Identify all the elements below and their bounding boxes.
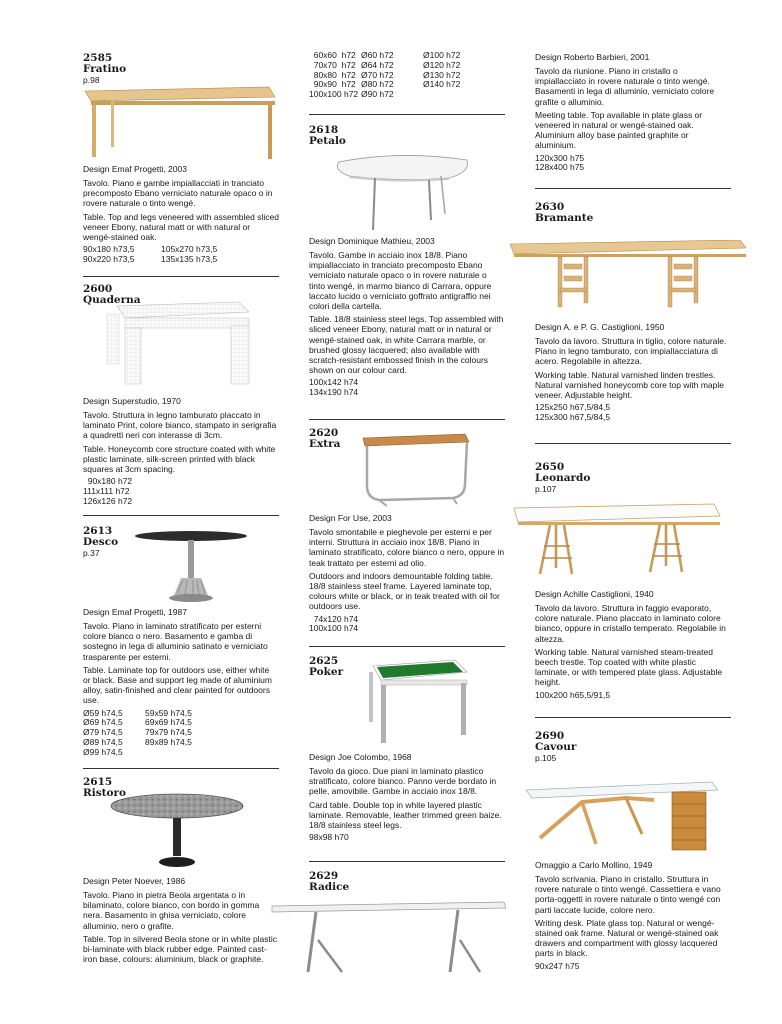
divider xyxy=(83,515,279,516)
divider xyxy=(535,188,731,189)
dimension: 74x120 h74 xyxy=(309,613,359,624)
product-code: 2650 xyxy=(535,461,565,473)
divider xyxy=(83,276,279,277)
dimension: 105x270 h73,5 xyxy=(161,244,218,255)
page-reference: p.107 xyxy=(535,484,557,494)
dimension: 120x300 h75 xyxy=(535,152,585,163)
product-2629-text xyxy=(535,52,731,173)
dimension: Ø80 h72 xyxy=(361,79,394,90)
dimension: 90x180 h73,5 xyxy=(83,244,135,255)
designer-credit: Design Emaf Progetti, 2003 xyxy=(83,164,187,174)
product-2690-text xyxy=(535,860,731,971)
product-code: 2600 xyxy=(83,283,113,295)
dimension: 100x100 h74 xyxy=(309,623,359,634)
description-english: Table. Honeycomb core structure coated with white plastic laminate, silk-screen printed with black squares at 3cm spacing. xyxy=(83,443,276,475)
fratino-table-image xyxy=(83,85,279,163)
product-name: Bramante xyxy=(535,212,594,224)
dimensions-list xyxy=(83,709,279,758)
dimension: Ø90 h72 xyxy=(361,89,394,100)
dimension: Ø89 h74,5 xyxy=(83,737,123,748)
dimensions-list xyxy=(309,615,505,635)
product-code: 2690 xyxy=(535,730,565,742)
description-italian: Tavolo. Gambe in acciaio inox 18/8. Piano impiallacciato in tranciato precomposto Ebano verniciato naturale opaco o in rovere naturale o tinto wengé, in marmo bianco di Carrara, oppure laccato lucido o verniciato goffrato antigraffio nei colori della cartella. xyxy=(309,250,492,312)
divider xyxy=(535,443,731,444)
dimension: 135x135 h73,5 xyxy=(161,254,218,265)
dimensions-list xyxy=(309,833,505,843)
dimension: 100x100 h72 xyxy=(309,89,359,100)
dimension: Ø79 h74,5 xyxy=(83,727,123,738)
designer-credit: Design For Use, 2003 xyxy=(309,513,392,523)
dimension: 100x200 h65,5/91,5 xyxy=(535,689,611,700)
dimension: 134x190 h74 xyxy=(309,387,359,398)
description-english: Card table. Double top in white layered plastic laminate. Removable, leather trimmed green baize. 18/8 stainless steel legs. xyxy=(309,799,502,831)
product-name: Fratino xyxy=(83,63,127,75)
dimensions-list xyxy=(535,403,731,423)
divider xyxy=(309,861,505,862)
dimension: 126x126 h72 xyxy=(83,495,133,506)
dimension: 89x89 h74,5 xyxy=(145,737,192,748)
page-reference: p.98 xyxy=(83,75,100,85)
dimension: Ø70 h72 xyxy=(361,69,394,80)
desco-table-image xyxy=(133,528,253,604)
product-2630-text xyxy=(535,322,731,423)
dimension: 125x300 h67,5/84,5 xyxy=(535,412,611,423)
page-reference: p.105 xyxy=(535,753,557,763)
description-english: Table. Laminate top for outdoors use, either white or black. Base and support leg made of aluminium alloy, satin-finished and clear painted for outdoors use. xyxy=(83,664,272,706)
dimension: Ø60 h72 xyxy=(361,50,394,60)
description-english: Working table. Natural varnished steam-treated beech trestle. Top coated with white plastic laminate, or with tempered plate glass. Adjustable height. xyxy=(535,646,723,688)
dimension: 60x60 h72 xyxy=(309,50,356,60)
designer-credit: Design Dominique Mathieu, 2003 xyxy=(309,236,435,246)
dimension: 70x70 h72 xyxy=(309,59,356,70)
dimension: 90x180 h72 xyxy=(83,476,133,487)
product-2585 xyxy=(83,53,279,85)
designer-credit: Design Superstudio, 1970 xyxy=(83,396,181,406)
description-english: Writing desk. Plate glass top. Natural or wengé-stained oak frame. Natural or wengé-stained oak drawers and compartment with glossy lacquered parts in black. xyxy=(535,917,719,959)
radice-table-image xyxy=(268,900,508,976)
dimension: Ø120 h72 xyxy=(423,59,461,70)
description-italian: Tavolo scrivania. Piano in cristallo. Struttura in rovere naturale o tinto wengé. Cassettiera e vano porta-oggetti in rovere naturale o tinto wengé con parti laccate lucide, colore nero. xyxy=(535,874,721,915)
description-english: Working table. Natural varnished linden trestles. Natural varnished honeycomb core top with maple veneer. Adjustable height. xyxy=(535,369,724,401)
description-english: Table. Top in silvered Beola stone or in white plastic bi-laminate with black rubber edge. Painted cast-iron base, colours: aluminium, black or graphite. xyxy=(83,933,278,965)
product-2615-text xyxy=(83,876,279,964)
dimensions-list xyxy=(535,962,731,972)
product-2585-text xyxy=(83,164,279,265)
dimension: 90x247 h75 xyxy=(535,960,580,971)
product-name: Radice xyxy=(309,881,350,893)
dimension: Ø100 h72 xyxy=(423,50,461,60)
ristoro-table-image xyxy=(109,792,249,872)
dimension: 98x98 h70 xyxy=(309,832,349,843)
product-2625-text xyxy=(309,752,505,843)
product-name: Petalo xyxy=(309,135,346,147)
divider xyxy=(309,646,505,647)
poker-table-image xyxy=(363,656,473,748)
dimension: Ø130 h72 xyxy=(423,69,461,80)
dimensions-list xyxy=(535,691,731,701)
dimension: 128x400 h75 xyxy=(535,162,585,173)
dimension: 125x250 h67,5/84,5 xyxy=(535,402,611,413)
product-name: Ristoro xyxy=(83,787,127,799)
description-italian: Tavolo da riunione. Piano in cristallo o impiallacciato in rovere naturale o tinto wengé. Basamenti in lega di alluminio, verniciato colore grafite o alluminio. xyxy=(535,66,715,107)
designer-credit: Design A. e P. G. Castiglioni, 1950 xyxy=(535,322,665,332)
description-italian: Tavolo da lavoro. Struttura in tiglio, colore naturale. Piano in legno tamburato, con impiallacciatura di acero. Regolabile in altezza. xyxy=(535,336,727,367)
product-2690 xyxy=(535,731,731,763)
designer-credit: Design Emaf Progetti, 1987 xyxy=(83,607,187,617)
product-2620-text xyxy=(309,513,505,634)
dimensions-list xyxy=(83,245,279,265)
dimensions-list xyxy=(535,154,731,174)
description-english: Meeting table. Top available in plate glass or veneered in natural or wengé-stained oak. Aluminium alloy base painted graphite or aluminium. xyxy=(535,109,703,151)
dimensions-list xyxy=(83,477,279,506)
product-name: Cavour xyxy=(535,741,577,753)
dimension: 90x220 h73,5 xyxy=(83,254,135,265)
product-2618 xyxy=(309,125,505,147)
divider xyxy=(309,419,505,420)
designer-credit: Design Joe Colombo, 1968 xyxy=(309,752,412,762)
description-italian: Tavolo da gioco. Due piani in laminato plastico stratificato, colore bianco. Panno verde bordato in pelle, amovibile. Gambe in acciaio inox 18/8. xyxy=(309,766,497,797)
product-2650-text xyxy=(535,589,731,700)
dimension: 59x59 h74,5 xyxy=(145,707,192,718)
dimension: 80x80 h72 xyxy=(309,69,356,80)
dimension: 69x69 h74,5 xyxy=(145,717,192,728)
dimension: Ø69 h74,5 xyxy=(83,717,123,728)
ristoro-dimensions-list xyxy=(309,51,460,100)
dimension: 90x90 h72 xyxy=(309,79,356,90)
product-2629 xyxy=(309,871,505,893)
petalo-table-image xyxy=(329,152,479,234)
dimension: 111x111 h72 xyxy=(83,486,130,497)
product-code: 2613 xyxy=(83,525,113,537)
description-english: Table. 18/8 stainless steel legs. Top assembled with sliced veneer Ebony, natural matt or in natural or wengé-stained oak, in white Carrara marble, or brushed glossy lacquered; also available with scratch-resistant embossed finish in the colours shown on our colour card. xyxy=(309,314,504,376)
bramante-table-image xyxy=(508,240,748,312)
leonardo-table-image xyxy=(510,502,722,578)
dimension: Ø59 h74,5 xyxy=(83,707,123,718)
description-italian: Tavolo. Struttura in legno tamburato placcato in laminato Print, colore bianco, stampato in serigrafia a quadretti neri con interasse di 3cm. xyxy=(83,410,277,441)
product-code: 2620 xyxy=(309,427,339,439)
product-code: 2615 xyxy=(83,776,113,788)
divider xyxy=(535,717,731,718)
description-english: Table. Top and legs veneered with assembled sliced veneer Ebony, natural matt or with natural or wengé-stained oak. xyxy=(83,211,279,243)
dimension: Ø64 h72 xyxy=(361,59,394,70)
description-italian: Tavolo. Piano e gambe impiallacciati in tranciato precomposto Ebano verniciato naturale opaco o in rovere naturale o tinto wengé. xyxy=(83,178,273,209)
designer-credit: Design Peter Noever, 1986 xyxy=(83,876,186,886)
extra-table-image xyxy=(357,432,477,510)
product-code: 2629 xyxy=(309,870,339,882)
product-2600-text xyxy=(83,396,279,507)
product-2613-text xyxy=(83,607,279,758)
product-code: 2630 xyxy=(535,201,565,213)
product-2650 xyxy=(535,462,731,494)
dimension: Ø140 h72 xyxy=(423,79,461,90)
dimension: Ø99 h74,5 xyxy=(83,746,123,757)
quaderna-table-image xyxy=(103,300,253,386)
divider xyxy=(83,768,279,769)
dimensions-list xyxy=(309,378,505,398)
product-code: 2618 xyxy=(309,124,339,136)
product-name: Extra xyxy=(309,438,341,450)
product-name: Quaderna xyxy=(83,294,141,306)
description-english: Outdoors and indoors demountable folding table. 18/8 stainless steel frame. Layered laminate top, colours white or black, or in teak treated with oil for outdoors use. xyxy=(309,570,500,612)
designer-credit: Omaggio a Carlo Mollino, 1949 xyxy=(535,860,653,870)
product-name: Leonardo xyxy=(535,472,591,484)
description-italian: Tavolo smontabile e pieghevole per esterni e per interni. Struttura in acciaio inox 18/8. Piano in laminato stratificato, colore bianco o nero, oppure in teak trattato per esterni ad olio. xyxy=(309,527,505,568)
product-code: 2585 xyxy=(83,52,113,64)
divider xyxy=(309,114,505,115)
description-italian: Tavolo da lavoro. Struttura in faggio evaporato, colore naturale. Piano placcato in laminato colore bianco, oppure in cristallo temperato. Regolabile in altezza. xyxy=(535,603,726,644)
cavour-desk-image xyxy=(522,780,722,852)
designer-credit: Design Roberto Barbieri, 2001 xyxy=(535,52,650,62)
description-italian: Tavolo. Piano in laminato stratificato per esterni colore bianco o nero. Basamento e gamba di sostegno in lega di alluminio satinato e verniciato trasparente per esterni. xyxy=(83,621,268,662)
designer-credit: Design Achille Castiglioni, 1940 xyxy=(535,589,654,599)
product-2618-text xyxy=(309,236,505,398)
product-name: Poker xyxy=(309,666,344,678)
product-2630 xyxy=(535,202,731,224)
product-name: Desco xyxy=(83,536,119,548)
description-italian: Tavolo. Piano in pietra Beola argentata o in bilaminato, colore bianco, con bordo in gomma nera. Basamento in ghisa verniciato, colore alluminio, nero o grafite. xyxy=(83,890,260,931)
page-reference: p.37 xyxy=(83,548,100,558)
dimension: 79x79 h74,5 xyxy=(145,727,192,738)
dimension: 100x142 h74 xyxy=(309,377,359,388)
product-code: 2625 xyxy=(309,655,339,667)
